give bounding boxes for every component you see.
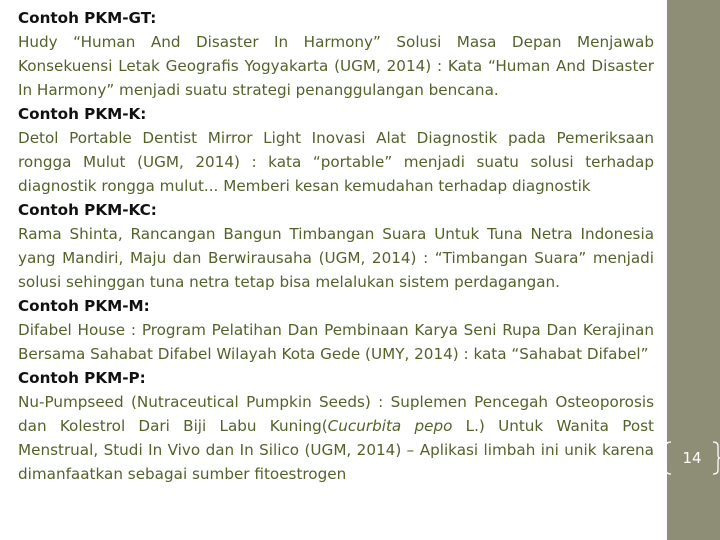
section-heading-pkm-m: Contoh PKM-M: [18, 297, 150, 315]
section-body-pkm-gt: Hudy “Human And Disaster In Harmony” Solusi Masa Depan Menjawab Konsekuensi Letak Geografis Yogyakarta (UGM, 2014) : Kata “Human And Disaster In Harmony” menjadi suatu strategi penanggulangan bencana. [18, 33, 654, 99]
section-heading-pkm-gt: Contoh PKM-GT: [18, 9, 157, 27]
slide-content [18, 6, 654, 486]
left-bracket-icon [664, 441, 672, 475]
section-heading-pkm-p: Contoh PKM-P: [18, 369, 146, 387]
section-body-pkm-p-part1: Nu-Pumpseed (Nutraceutical Pumpkin Seeds) : Suplemen Pencegah Osteoporosis dan Kolestrol Dari Biji Labu Kuning( [18, 393, 654, 435]
page-number: 14 [682, 449, 702, 467]
right-bracket-icon [712, 441, 720, 475]
section-heading-pkm-k: Contoh PKM-K: [18, 105, 147, 123]
section-body-pkm-k: Detol Portable Dentist Mirror Light Inovasi Alat Diagnostik pada Pemeriksaan rongga Mulut (UGM, 2014) : kata “portable” menjadi suatu solusi terhadap diagnostik rongga mulut... Memberi kesan kemudahan terhadap diagnostik [18, 129, 654, 195]
section-body-pkm-p [18, 390, 654, 486]
section-body-pkm-p-part2: L.) Untuk Wanita Post Menstrual, Studi In Vivo dan In Silico (UGM, 2014) – Aplikasi limbah ini unik karena dimanfaatkan sebagai sumber fitoestrogen [18, 417, 654, 483]
page-number-box [664, 441, 720, 475]
section-body-pkm-kc: Rama Shinta, Rancangan Bangun Timbangan Suara Untuk Tuna Netra Indonesia yang Mandiri, Maju dan Berwirausaha (UGM, 2014) : “Timbangan Suara” menjadi solusi sehinggan tuna netra tetap bisa melalukan sistem perdagangan. [18, 225, 654, 291]
section-body-pkm-p-italic: Cucurbita pepo [327, 417, 453, 435]
section-heading-pkm-kc: Contoh PKM-KC: [18, 201, 157, 219]
section-body-pkm-m: Difabel House : Program Pelatihan Dan Pembinaan Karya Seni Rupa Dan Kerajinan Bersama Sahabat Difabel Wilayah Kota Gede (UMY, 2014) : kata “Sahabat Difabel” [18, 321, 654, 363]
